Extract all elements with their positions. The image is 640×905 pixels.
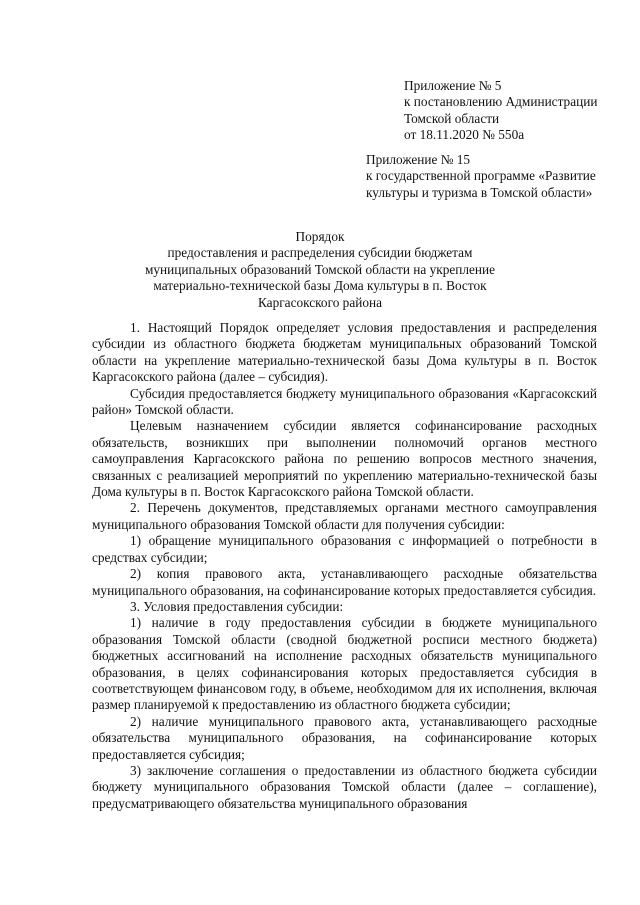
paragraph-3-conditions: 3. Условия предоставления субсидии: (130, 598, 344, 614)
paragraph-3-item-3: 3) заключение соглашения о предоставлении из областного бюджета субсидии бюджету муниципального образования Томской области (далее – соглашение), предусматривающего обязательства муниципального образования (92, 762, 597, 811)
paragraph-2-item-1: 1) обращение муниципального образования с информацией о потребности в средствах субсидии; (92, 533, 597, 565)
paragraph-3-item-1: 1) наличие в году предоставления субсидии в бюджете муниципального образования Томской области (сводной бюджетной росписи местного бюджета) бюджетных ассигнований на исполнение расходных обязательств муниципального образования, в целях софинансирования которых предоставляется субсидия в соответствующем финансовом году, в объеме, необходимом для их исполнения, включая размер планируемой к предоставлению из областного бюджета субсидии; (92, 615, 597, 713)
title-line-1: Порядок (295, 229, 345, 244)
appendix-5-header (404, 78, 624, 144)
appendix-5-date: от 18.11.2020 № 550а (404, 127, 525, 143)
appendix-5-reference: к постановлению Администрации (404, 94, 598, 110)
paragraph-recipient: Субсидия предоставляется бюджету муниципального образования «Каргасокский район» Томской области. (92, 385, 597, 418)
title-line-5: Каргасокского района (257, 294, 383, 310)
paragraph-1-scope: 1. Настоящий Порядок определяет условия предоставления и распределения субсидии из областного бюджета бюджетам муниципальных образований Томской области на укрепление материально-технической базы Дома культуры в п. Восток Каргасокского района (далее – субсидия). (92, 320, 597, 385)
appendix-15-header (366, 152, 616, 201)
title-line-3: муниципальных образований Томской области на укрепление (144, 261, 496, 277)
document-body (92, 320, 597, 812)
appendix-5-number: Приложение № 5 (404, 78, 502, 93)
appendix-15-number: Приложение № 15 (366, 152, 470, 167)
title-line-2: предоставления и распределения субсидии бюджетам (167, 245, 473, 261)
appendix-15-program: культуры и туризма в Томской области» (366, 184, 593, 200)
appendix-15-reference: к государственной программе «Развитие (366, 168, 596, 184)
paragraph-2-item-2: 2) копия правового акта, устанавливающего расходные обязательства муниципального образования, на софинансирование которых предоставляется субсидия. (92, 566, 597, 598)
paragraph-2-documents: 2. Перечень документов, представляемых органами местного самоуправления муниципального образования Томской области для получения субсидии: (92, 500, 597, 532)
title-line-4: материально-технической базы Дома культуры в п. Восток (153, 278, 487, 294)
appendix-5-region: Томской области (404, 110, 500, 126)
paragraph-3-item-2: 2) наличие муниципального правового акта, устанавливающего расходные обязательства муниципального образования, на софинансирование которых предоставляется субсидия; (92, 713, 597, 762)
paragraph-purpose: Целевым назначением субсидии является софинансирование расходных обязательств, возникших при выполнении полномочий органов местного самоуправления Каргасокского района по решению вопросов местного значения, связанных с реализацией мероприятий по укреплению материально-технической базы Дома культуры в п. Восток Каргасокского района Томской области. (92, 418, 597, 500)
document-title (100, 229, 540, 311)
